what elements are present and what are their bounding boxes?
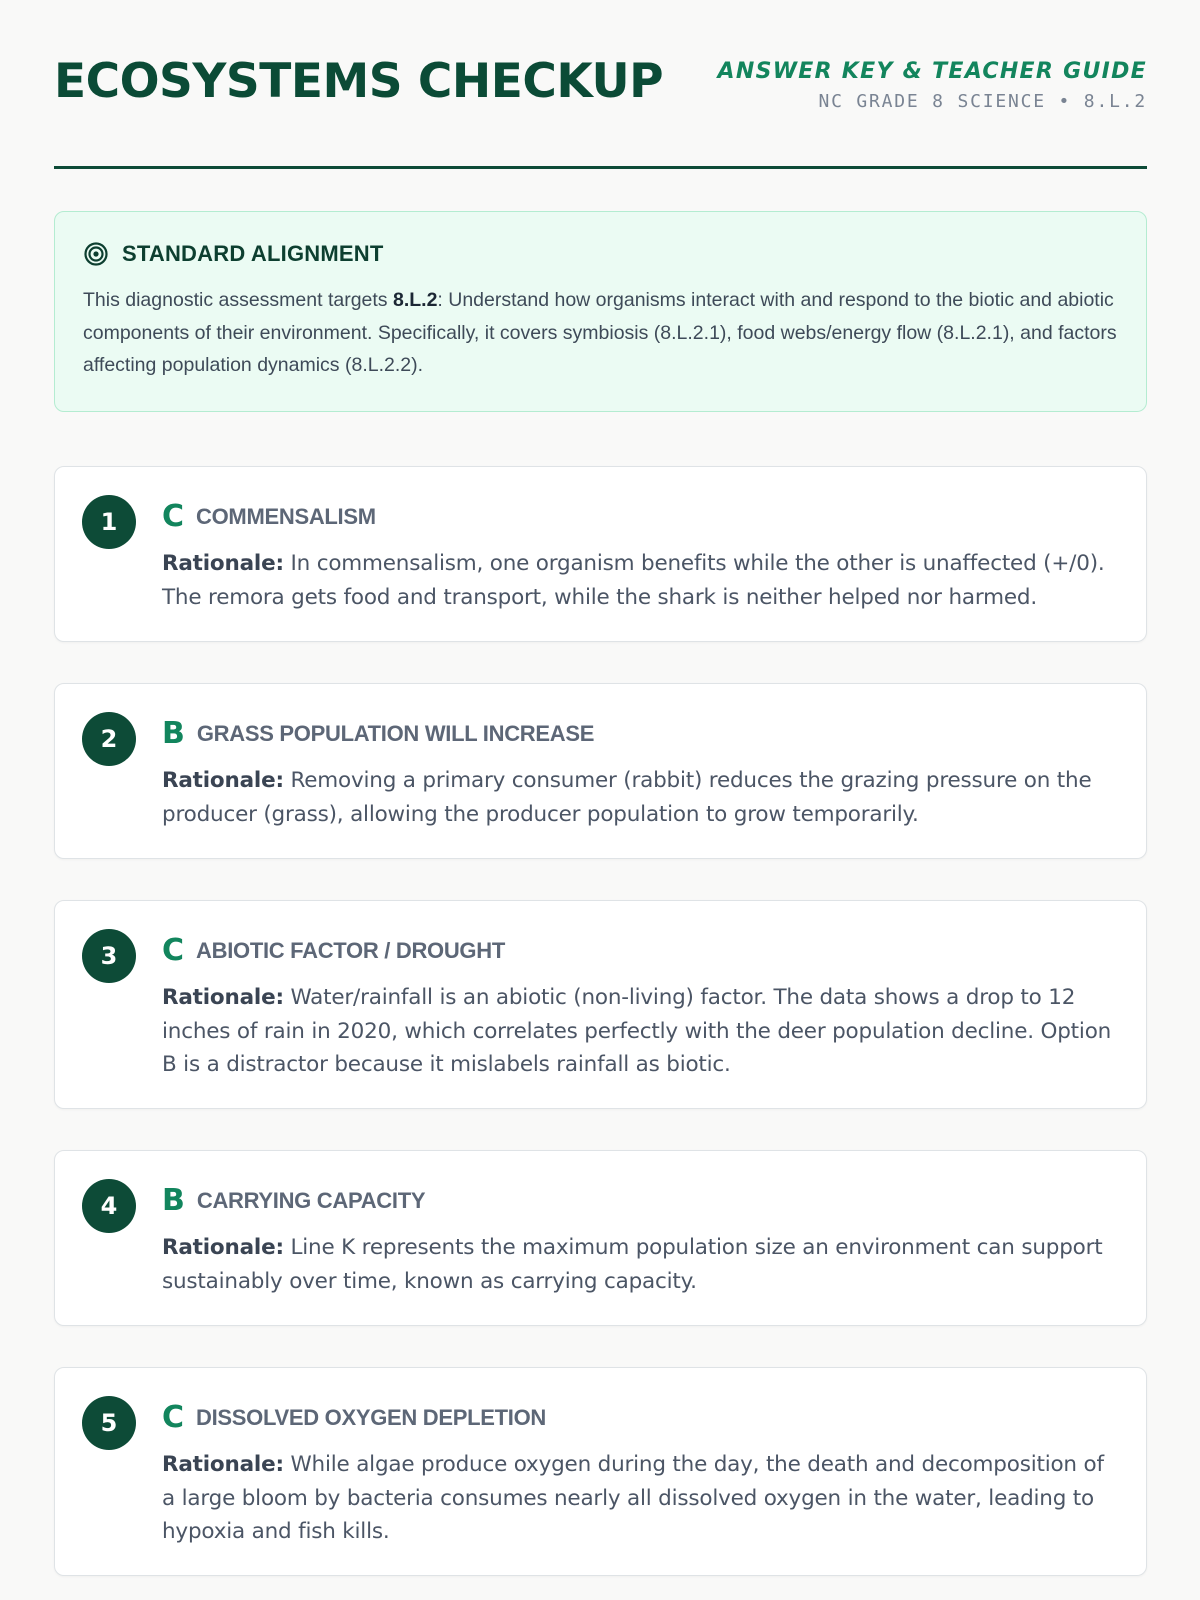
answer-letter: B bbox=[162, 716, 185, 751]
answer-body bbox=[162, 495, 1122, 614]
standard-alignment-title: STANDARD ALIGNMENT bbox=[122, 241, 384, 266]
answer-letter: C bbox=[162, 499, 185, 534]
answer-line bbox=[162, 929, 1122, 973]
answer-card-1 bbox=[54, 466, 1147, 642]
answer-rationale bbox=[162, 764, 1122, 831]
question-number-badge: 5 bbox=[82, 1396, 136, 1450]
guide-label: ANSWER KEY & TEACHER GUIDE bbox=[717, 59, 1147, 84]
answer-topic: CARRYING CAPACITY bbox=[196, 1188, 426, 1213]
rationale-text: Line K represents the maximum population size an environment can support sustainably over time, known as carrying capacity. bbox=[162, 1235, 1103, 1294]
question-number-badge: 4 bbox=[82, 1179, 136, 1233]
page-header bbox=[54, 0, 1147, 169]
target-icon bbox=[83, 241, 109, 267]
rationale-label: Rationale: bbox=[162, 551, 284, 576]
answer-card-2 bbox=[54, 683, 1147, 859]
rationale-text: In commensalism, one organism benefits while the other is unaffected (+/0). The remora gets food and transport, while the shark is neither helped nor harmed. bbox=[162, 551, 1105, 610]
answer-line bbox=[162, 1396, 1122, 1440]
answer-topic: COMMENSALISM bbox=[196, 504, 376, 529]
answer-letter: C bbox=[162, 1400, 185, 1435]
answer-topic: DISSOLVED OXYGEN DEPLETION bbox=[196, 1405, 546, 1430]
standard-alignment-text bbox=[83, 284, 1120, 382]
rationale-text: Removing a primary consumer (rabbit) reduces the grazing pressure on the producer (grass), allowing the producer population to grow temporarily. bbox=[162, 768, 1092, 827]
answer-rationale bbox=[162, 547, 1122, 614]
rationale-label: Rationale: bbox=[162, 1452, 284, 1477]
answer-line bbox=[162, 495, 1122, 539]
standard-text-intro: This diagnostic assessment targets bbox=[83, 289, 393, 311]
answer-topic: GRASS POPULATION WILL INCREASE bbox=[196, 721, 595, 746]
header-meta bbox=[718, 58, 1147, 116]
answer-card-3 bbox=[54, 900, 1147, 1109]
answer-line bbox=[162, 712, 1122, 756]
standard-alignment-header bbox=[83, 238, 1120, 270]
question-number-badge: 3 bbox=[82, 929, 136, 983]
answer-topic: ABIOTIC FACTOR / DROUGHT bbox=[196, 938, 505, 963]
answer-body bbox=[162, 1179, 1122, 1298]
rationale-label: Rationale: bbox=[162, 768, 284, 793]
rationale-text: While algae produce oxygen during the day, the death and decomposition of a large bloom by bacteria consumes nearly all dissolved oxygen in the water, leading to hypoxia and fish kills. bbox=[162, 1452, 1104, 1544]
answer-line bbox=[162, 1179, 1122, 1223]
standard-code: 8.L.2 bbox=[392, 289, 438, 311]
page-title: ECOSYSTEMS CHECKUP bbox=[54, 54, 664, 109]
answer-card-5 bbox=[54, 1367, 1147, 1576]
answer-body bbox=[162, 712, 1122, 831]
answer-body bbox=[162, 929, 1122, 1082]
rationale-label: Rationale: bbox=[162, 1235, 284, 1260]
answer-rationale bbox=[162, 981, 1122, 1082]
answer-letter: C bbox=[162, 933, 185, 968]
rationale-label: Rationale: bbox=[162, 985, 284, 1010]
grade-label: NC GRADE 8 SCIENCE • 8.L.2 bbox=[818, 91, 1147, 112]
answer-rationale bbox=[162, 1231, 1122, 1298]
answer-body bbox=[162, 1396, 1122, 1549]
question-number-badge: 1 bbox=[82, 495, 136, 549]
question-number-badge: 2 bbox=[82, 712, 136, 766]
rationale-text: Water/rainfall is an abiotic (non-living) factor. The data shows a drop to 12 inches of rain in 2020, which correlates perfectly with the deer population decline. Option B is a distractor because it mislabels rainfall as biotic. bbox=[162, 985, 1112, 1077]
standard-text-detail: : Understand how organisms interact with and respond to the biotic and abiotic components of their environment. Specifically, it covers symbiosis (8.L.2.1), food webs/energy flow (8.L.2.1), and factors affecting population dynamics (8.L.2.2). bbox=[83, 289, 1117, 376]
standard-alignment-box bbox=[54, 211, 1147, 412]
answer-card-4 bbox=[54, 1150, 1147, 1326]
answer-letter: B bbox=[162, 1183, 185, 1218]
answer-rationale bbox=[162, 1448, 1122, 1549]
